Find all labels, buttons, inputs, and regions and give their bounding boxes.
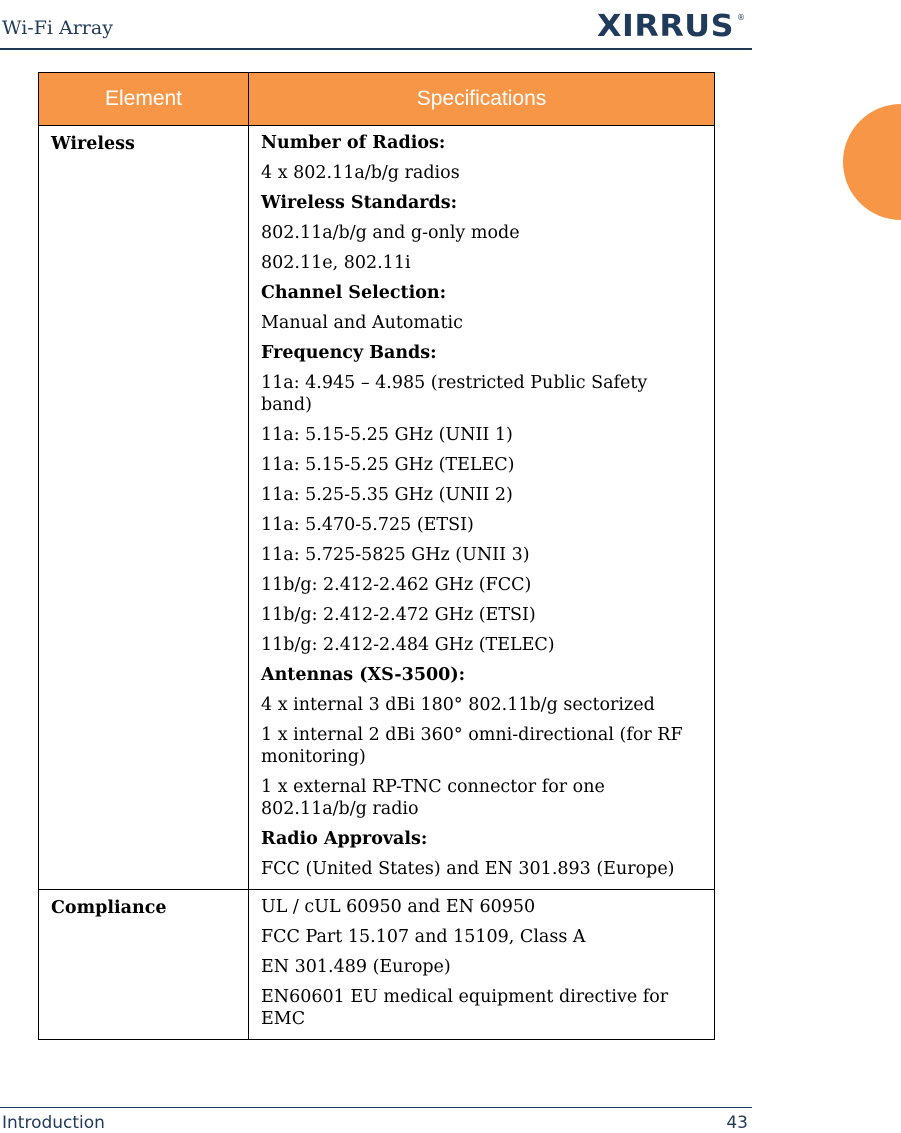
element-wireless: Wireless: [39, 126, 249, 890]
spec-line: EN 301.489 (Europe): [261, 957, 451, 977]
group-title: Wireless Standards:: [261, 193, 458, 213]
spec-line: 11a: 4.945 – 4.985 (restricted Public Safety band): [261, 373, 648, 415]
table-row-wireless: [39, 126, 715, 890]
compliance-specs: [249, 890, 715, 1040]
spec-line: FCC Part 15.107 and 15109, Class A: [261, 927, 586, 947]
spec-line: 11a: 5.470-5.725 (ETSI): [261, 515, 474, 535]
spec-line: 802.11a/b/g and g-only mode: [261, 223, 520, 243]
group-title: Antennas (XS-3500):: [261, 665, 466, 685]
wireless-specs: [249, 126, 715, 890]
spec-line: Manual and Automatic: [261, 313, 463, 333]
spec-line: 4 x internal 3 dBi 180° 802.11b/g sectorized: [261, 695, 655, 715]
spec-line: FCC (United States) and EN 301.893 (Europe): [261, 859, 675, 879]
spec-line: 1 x internal 2 dBi 360° omni-directional (for RF monitoring): [261, 725, 683, 767]
group-title: Channel Selection:: [261, 283, 447, 303]
spec-line: EN60601 EU medical equipment directive for EMC: [261, 987, 669, 1029]
xirrus-logo: [597, 6, 745, 42]
header-rule: [0, 48, 752, 50]
chapter-tab-marker: [843, 104, 901, 220]
spec-line: 802.11e, 802.11i: [261, 253, 411, 273]
spec-line: 11b/g: 2.412-2.484 GHz (TELEC): [261, 635, 555, 655]
spec-line: 11a: 5.15-5.25 GHz (TELEC): [261, 455, 515, 475]
footer-rule: [0, 1107, 752, 1108]
group-title: Radio Approvals:: [261, 829, 428, 849]
group-title: Number of Radios:: [261, 133, 446, 153]
column-header-element: Element: [39, 73, 249, 126]
spec-line: 1 x external RP-TNC connector for one 802.11a/b/g radio: [261, 777, 605, 819]
table-row-compliance: [39, 890, 715, 1040]
header-title: Wi-Fi Array: [2, 17, 113, 39]
page-number: 43: [726, 1113, 748, 1133]
element-compliance: Compliance: [39, 890, 249, 1040]
table-header-row: [39, 73, 715, 126]
spec-line: 11b/g: 2.412-2.472 GHz (ETSI): [261, 605, 536, 625]
spec-line: 11a: 5.25-5.35 GHz (UNII 2): [261, 485, 513, 505]
group-title: Frequency Bands:: [261, 343, 437, 363]
spec-line: 11a: 5.725-5825 GHz (UNII 3): [261, 545, 530, 565]
footer-section: Introduction: [2, 1113, 105, 1133]
spec-line: 11b/g: 2.412-2.462 GHz (FCC): [261, 575, 532, 595]
spec-line: 4 x 802.11a/b/g radios: [261, 163, 460, 183]
svg-text:XIRRUS: XIRRUS: [597, 9, 734, 42]
specifications-table: [38, 72, 715, 1040]
spec-line: UL / cUL 60950 and EN 60950: [261, 897, 536, 917]
column-header-specifications: Specifications: [249, 73, 715, 126]
svg-text:®: ®: [737, 13, 745, 22]
spec-line: 11a: 5.15-5.25 GHz (UNII 1): [261, 425, 513, 445]
